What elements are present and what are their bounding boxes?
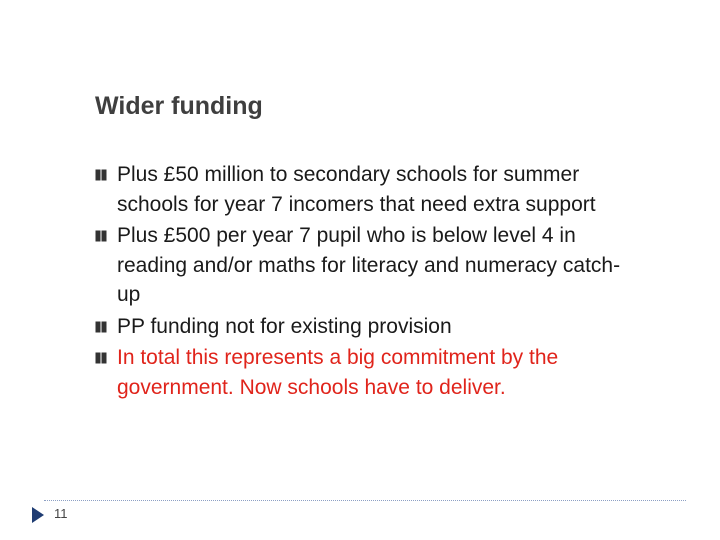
- bullet-text: Plus £50 million to secondary schools for summer schools for year 7 incomers that need extra support: [117, 163, 596, 216]
- triangle-right-icon: [31, 506, 45, 524]
- bullet-text: PP funding not for existing provision: [117, 314, 452, 338]
- bullet-item-highlight: [95, 343, 625, 402]
- bullet-item: [95, 312, 625, 342]
- bullet-text: In total this represents a big commitment by the government. Now schools have to deliver.: [117, 346, 559, 399]
- square-bullet-icon: [95, 352, 107, 364]
- bullet-list: [95, 160, 625, 404]
- slide-title: Wider funding: [95, 92, 263, 120]
- square-bullet-icon: [95, 169, 107, 181]
- bullet-item: [95, 221, 625, 310]
- square-bullet-icon: [95, 321, 107, 333]
- bullet-text: Plus £500 per year 7 pupil who is below level 4 in reading and/or maths for literacy and numeracy catch-up: [117, 224, 621, 306]
- page-number: 11: [54, 506, 68, 521]
- bullet-item: [95, 160, 625, 219]
- square-bullet-icon: [95, 230, 107, 242]
- footer-divider: [44, 500, 686, 501]
